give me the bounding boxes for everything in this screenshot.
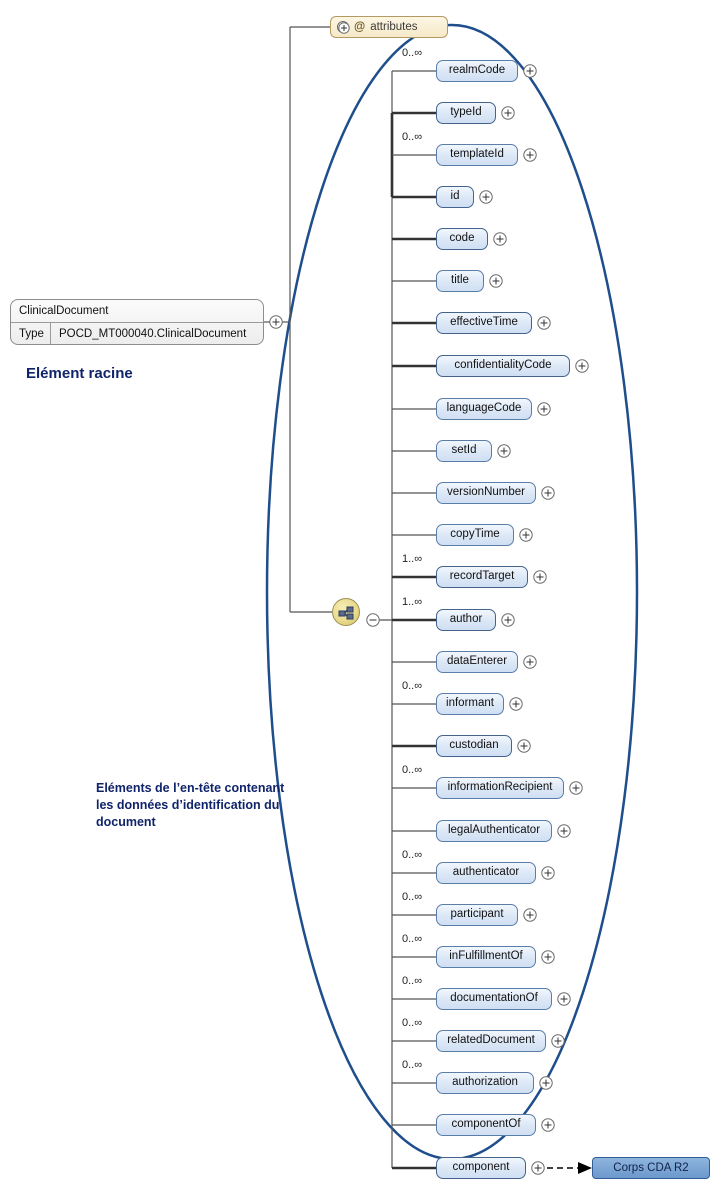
element-node-id[interactable]: [436, 186, 474, 208]
element-label: participant: [450, 908, 504, 921]
element-node-documentationof[interactable]: [436, 988, 552, 1010]
caption-header-elements: Eléments de l’en-tête contenant les données d’identification du document: [96, 781, 285, 829]
expand-icon-typeid[interactable]: [501, 106, 515, 120]
cardinality-authorization: 0..∞: [402, 1059, 423, 1071]
element-node-typeid[interactable]: [436, 102, 496, 124]
element-node-participant[interactable]: [436, 904, 518, 926]
sequence-connector-icon: [332, 598, 360, 626]
cardinality-informant: 0..∞: [402, 680, 423, 692]
root-type-label: Type: [11, 323, 51, 345]
element-node-languagecode[interactable]: [436, 398, 532, 420]
expand-icon-infulfillmentof[interactable]: [541, 950, 555, 964]
cardinality-templateid: 0..∞: [402, 131, 423, 143]
corps-cda-box[interactable]: Corps CDA R2: [592, 1157, 710, 1179]
element-label: effectiveTime: [450, 316, 518, 329]
element-label: confidentialityCode: [454, 359, 552, 372]
expand-icon-attributes[interactable]: [337, 21, 349, 33]
expand-icon-authenticator[interactable]: [541, 866, 555, 880]
attributes-node[interactable]: [330, 16, 448, 38]
expand-icon-templateid[interactable]: [523, 148, 537, 162]
expand-icon-dataenterer[interactable]: [523, 655, 537, 669]
element-label: versionNumber: [447, 486, 525, 499]
element-label: informationRecipient: [447, 781, 553, 794]
element-label: informant: [446, 697, 494, 710]
element-node-effectivetime[interactable]: [436, 312, 532, 334]
element-node-recordtarget[interactable]: [436, 566, 528, 588]
element-node-infulfillmentof[interactable]: [436, 946, 536, 968]
element-node-informationrecipient[interactable]: [436, 777, 564, 799]
element-node-dataenterer[interactable]: [436, 651, 518, 673]
element-label: legalAuthenticator: [447, 824, 541, 837]
cardinality-author: 1..∞: [402, 596, 423, 608]
element-node-realmcode[interactable]: [436, 60, 518, 82]
element-node-informant[interactable]: [436, 693, 504, 715]
element-label: inFulfillmentOf: [449, 950, 523, 963]
expand-icon-effectivetime[interactable]: [537, 316, 551, 330]
root-type-value: POCD_MT000040.ClinicalDocument: [59, 328, 247, 340]
cardinality-infulfillmentof: 0..∞: [402, 933, 423, 945]
element-label: languageCode: [446, 402, 522, 415]
element-label: authenticator: [452, 866, 520, 879]
expand-icon-authorization[interactable]: [539, 1076, 553, 1090]
expand-icon-realmcode[interactable]: [523, 64, 537, 78]
element-label: custodian: [449, 739, 499, 752]
expand-icon-relateddocument[interactable]: [551, 1034, 565, 1048]
attributes-label: attributes: [370, 21, 418, 33]
expand-icon-documentationof[interactable]: [557, 992, 571, 1006]
element-node-code[interactable]: [436, 228, 488, 250]
element-label: setId: [451, 444, 477, 457]
element-label: copyTime: [450, 528, 500, 541]
cardinality-realmcode: 0..∞: [402, 47, 423, 59]
expand-icon-informant[interactable]: [509, 697, 523, 711]
cardinality-documentationof: 0..∞: [402, 975, 423, 987]
element-label: relatedDocument: [447, 1034, 535, 1047]
element-label: id: [450, 190, 460, 203]
at-symbol: @: [354, 21, 366, 33]
caption-root-element: Elément racine: [26, 365, 133, 382]
element-node-relateddocument[interactable]: [436, 1030, 546, 1052]
expand-icon-copytime[interactable]: [519, 528, 533, 542]
element-label: recordTarget: [449, 570, 515, 583]
expand-icon-custodian[interactable]: [517, 739, 531, 753]
element-node-custodian[interactable]: [436, 735, 512, 757]
expand-icon-informationrecipient[interactable]: [569, 781, 583, 795]
element-label: componentOf: [451, 1118, 521, 1131]
element-node-title[interactable]: [436, 270, 484, 292]
expand-icon-confidentialitycode[interactable]: [575, 359, 589, 373]
cardinality-participant: 0..∞: [402, 891, 423, 903]
element-node-confidentialitycode[interactable]: [436, 355, 570, 377]
expand-icon-setid[interactable]: [497, 444, 511, 458]
expand-icon-componentof[interactable]: [541, 1118, 555, 1132]
expand-icon-code[interactable]: [493, 232, 507, 246]
element-node-author[interactable]: [436, 609, 496, 631]
cardinality-authenticator: 0..∞: [402, 849, 423, 861]
element-label: title: [451, 274, 469, 287]
element-label: realmCode: [448, 64, 506, 77]
expand-icon-languagecode[interactable]: [537, 402, 551, 416]
element-node-authorization[interactable]: [436, 1072, 534, 1094]
element-node-component[interactable]: [436, 1157, 526, 1179]
root-element-name: ClinicalDocument: [11, 300, 263, 323]
element-label: typeId: [450, 106, 482, 119]
expand-icon-component[interactable]: [531, 1161, 545, 1175]
element-node-copytime[interactable]: [436, 524, 514, 546]
element-label: documentationOf: [450, 992, 538, 1005]
expand-icon-title[interactable]: [489, 274, 503, 288]
expand-icon-recordtarget[interactable]: [533, 570, 547, 584]
element-node-setid[interactable]: [436, 440, 492, 462]
element-node-authenticator[interactable]: [436, 862, 536, 884]
element-node-legalauthenticator[interactable]: [436, 820, 552, 842]
collapse-icon-root[interactable]: [269, 315, 283, 329]
expand-icon-id[interactable]: [479, 190, 493, 204]
cardinality-informationrecipient: 0..∞: [402, 764, 423, 776]
element-node-componentof[interactable]: [436, 1114, 536, 1136]
element-label: code: [449, 232, 475, 245]
element-label: component: [452, 1161, 510, 1174]
element-node-versionnumber[interactable]: [436, 482, 536, 504]
expand-icon-participant[interactable]: [523, 908, 537, 922]
expand-icon-author[interactable]: [501, 613, 515, 627]
expand-icon-legalauthenticator[interactable]: [557, 824, 571, 838]
collapse-icon-sequence[interactable]: [366, 613, 380, 627]
expand-icon-versionnumber[interactable]: [541, 486, 555, 500]
element-label: dataEnterer: [446, 655, 508, 668]
root-element-box[interactable]: [10, 299, 264, 345]
element-node-templateid[interactable]: [436, 144, 518, 166]
cardinality-relateddocument: 0..∞: [402, 1017, 423, 1029]
element-label: authorization: [452, 1076, 518, 1089]
element-label: author: [449, 613, 483, 626]
element-label: templateId: [450, 148, 504, 161]
cardinality-recordtarget: 1..∞: [402, 553, 423, 565]
